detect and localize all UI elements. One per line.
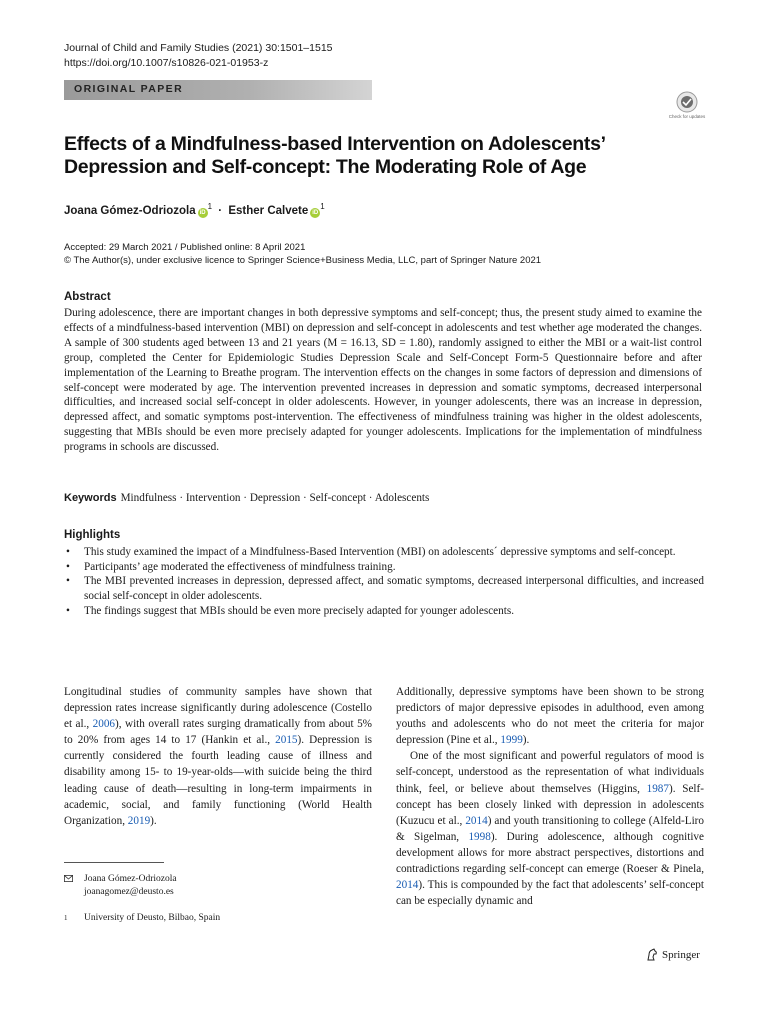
citation-year-link[interactable]: 2006	[92, 718, 116, 731]
corresponding-author	[64, 873, 177, 899]
body-text: ), with overall rates surging dramatically from about 5% to 20% from ages 14 to 17 (Hankin et al.,	[64, 718, 372, 747]
citation-year-link[interactable]: 1998	[468, 830, 491, 843]
keywords	[64, 492, 429, 504]
body-text: ). Depression is currently considered the fourth leading cause of illness and disability among 15- to 19-year-olds—with suicide being the third leading cause of death—resulting in long-term impairments in academic, social, and family functioning (World Health Organization,	[64, 734, 372, 827]
footnote-rule	[64, 862, 164, 863]
author-list	[64, 202, 325, 218]
citation-year-link[interactable]: 2019	[127, 814, 151, 827]
keywords-label: Keywords	[64, 492, 117, 504]
citation-year-link[interactable]: 2014	[396, 879, 419, 892]
affiliation-number: 1	[64, 914, 68, 922]
affiliation-text: University of Deusto, Bilbao, Spain	[84, 913, 221, 923]
body-column-right	[396, 684, 704, 909]
section-banner-label: ORIGINAL PAPER	[74, 83, 184, 95]
body-text: One of the most significant and powerful regulators of mood is self-concept, understood as the representation of what individuals think, feel, or believe about themselves (Higgins,	[396, 750, 704, 795]
title-line-2: Depression and Self-concept: The Moderating Role of Age	[64, 156, 587, 178]
copyright-notice: © The Author(s), under exclusive licence to Springer Science+Business Media, LLC, part of Springer Nature 2021	[64, 255, 542, 266]
orcid-icon[interactable]: iD	[312, 209, 319, 216]
orcid-icon[interactable]: iD	[199, 209, 206, 216]
highlight-item: • The findings suggest that MBIs should be even more precisely adapted for younger adolescents.	[64, 604, 704, 619]
abstract-text: During adolescence, there are important changes in both depressive symptoms and self-concept; thus, the present study aimed to examine the effects of a mindfulness-based intervention (MBI) on depression and self-concept in adolescents and test whether age moderated the changes. A sample of 300 students aged between 13 and 21 years (M = 16.13, SD = 1.80), randomly assigned to either the MBI or a wait-list control group, completed the Center for Epidemiologic Studies Depression Scale and Self-Concept Form-5 Questionnaire before and after implementation of the Learning to Breathe program. The intervention effects on the changes in some factors of depression and dimensions of self-concept were moderated by age. The intervention prevented increases in depression and somatic symptoms, decreased interpersonal difficulties, and increased social self-concept in older adolescents. However, in younger adolescents, there was an increase in depression, depressed affect, and somatic symptoms post-intervention. The effectiveness of mindfulness training was higher in the oldest adolescents, suggesting that MBIs should be even more precisely adapted for younger adolescents. Implications for the implementation of mindfulness programs in schools are discussed.	[64, 307, 702, 454]
publication-meta	[64, 241, 541, 267]
journal-citation: Journal of Child and Family Studies (2021) 30:1501–1515	[64, 42, 333, 54]
author-affiliation-marker: 1	[207, 202, 213, 211]
highlights-heading: Highlights	[64, 529, 121, 541]
citation-year-link[interactable]: 1987	[646, 782, 669, 795]
body-column-left	[64, 684, 372, 829]
body-text: ).	[150, 814, 157, 827]
citation-year-link[interactable]: 2014	[465, 814, 488, 827]
contact-name: Joana Gómez-Odriozola	[84, 874, 177, 884]
springer-horse-icon	[646, 948, 658, 961]
highlight-item: • The MBI prevented increases in depression, depressed affect, and somatic symptoms, decreased interpersonal difficulties, and increased social self-concept in older adolescents.	[64, 574, 704, 603]
crossmark-label: Check for updates	[668, 114, 706, 119]
title-line-1: Effects of a Mindfulness-based Intervention on Adolescents’	[64, 133, 606, 155]
author-separator: ·	[218, 204, 223, 217]
paper-title	[64, 133, 704, 179]
highlight-item: • This study examined the impact of a Mindfulness-Based Intervention (MBI) on adolescents´ depressive symptoms and self-concept.	[64, 545, 704, 560]
body-text: ). Self-concept has been closely linked with depression in adolescents (Kuzucu et al.,	[396, 782, 704, 827]
check-for-updates-badge[interactable]	[668, 90, 706, 124]
citation-year-link[interactable]: 2015	[275, 734, 298, 747]
body-text: Additionally, depressive symptoms have been shown to be strong predictors of major depressive episodes in adulthood, even among youths and adolescents who do not meet the criteria for major depression (Pine et al.,	[396, 686, 704, 747]
body-text: Longitudinal studies of community samples have shown that depression rates increase significantly during adolescence (Costello et al.,	[64, 686, 372, 731]
keywords-list: Mindfulness · Intervention · Depression · Self-concept · Adolescents	[120, 492, 430, 504]
abstract-heading: Abstract	[64, 291, 111, 303]
publication-dates: Accepted: 29 March 2021 / Published online: 8 April 2021	[64, 242, 306, 253]
publisher-name: Springer	[662, 948, 700, 961]
body-paragraph	[396, 684, 704, 748]
body-text: ) and youth transitioning to college (Alfeld-Liro & Sigelman,	[396, 814, 704, 843]
affiliation-footnote	[64, 912, 220, 925]
section-banner	[64, 80, 372, 100]
body-text: ). This is compounded by the fact that adolescents’ self-concept can be especially dynamic and	[396, 879, 704, 908]
author-affiliation-marker: 1	[320, 202, 325, 211]
author-name[interactable]: Esther Calvete	[228, 204, 309, 217]
highlight-item: • Participants’ age moderated the effectiveness of mindfulness training.	[64, 560, 704, 575]
citation-year-link[interactable]: 1999	[500, 734, 523, 747]
body-paragraph	[64, 684, 372, 829]
publisher-logo	[646, 948, 700, 961]
contact-email[interactable]: joanagomez@deusto.es	[84, 887, 174, 897]
journal-header	[64, 41, 333, 71]
body-text: ). During adolescence, although cognitive development allows for more abstract perspectives, distortions and contradictions regarding self-concept can emerge (Roeser & Pinela,	[396, 830, 704, 876]
highlights-list	[64, 545, 704, 619]
body-text: ).	[522, 734, 530, 747]
body-paragraph	[396, 748, 704, 909]
envelope-icon	[64, 875, 73, 882]
author-name[interactable]: Joana Gómez-Odriozola	[64, 204, 196, 217]
doi-link[interactable]: https://doi.org/10.1007/s10826-021-01953-z	[64, 57, 269, 69]
